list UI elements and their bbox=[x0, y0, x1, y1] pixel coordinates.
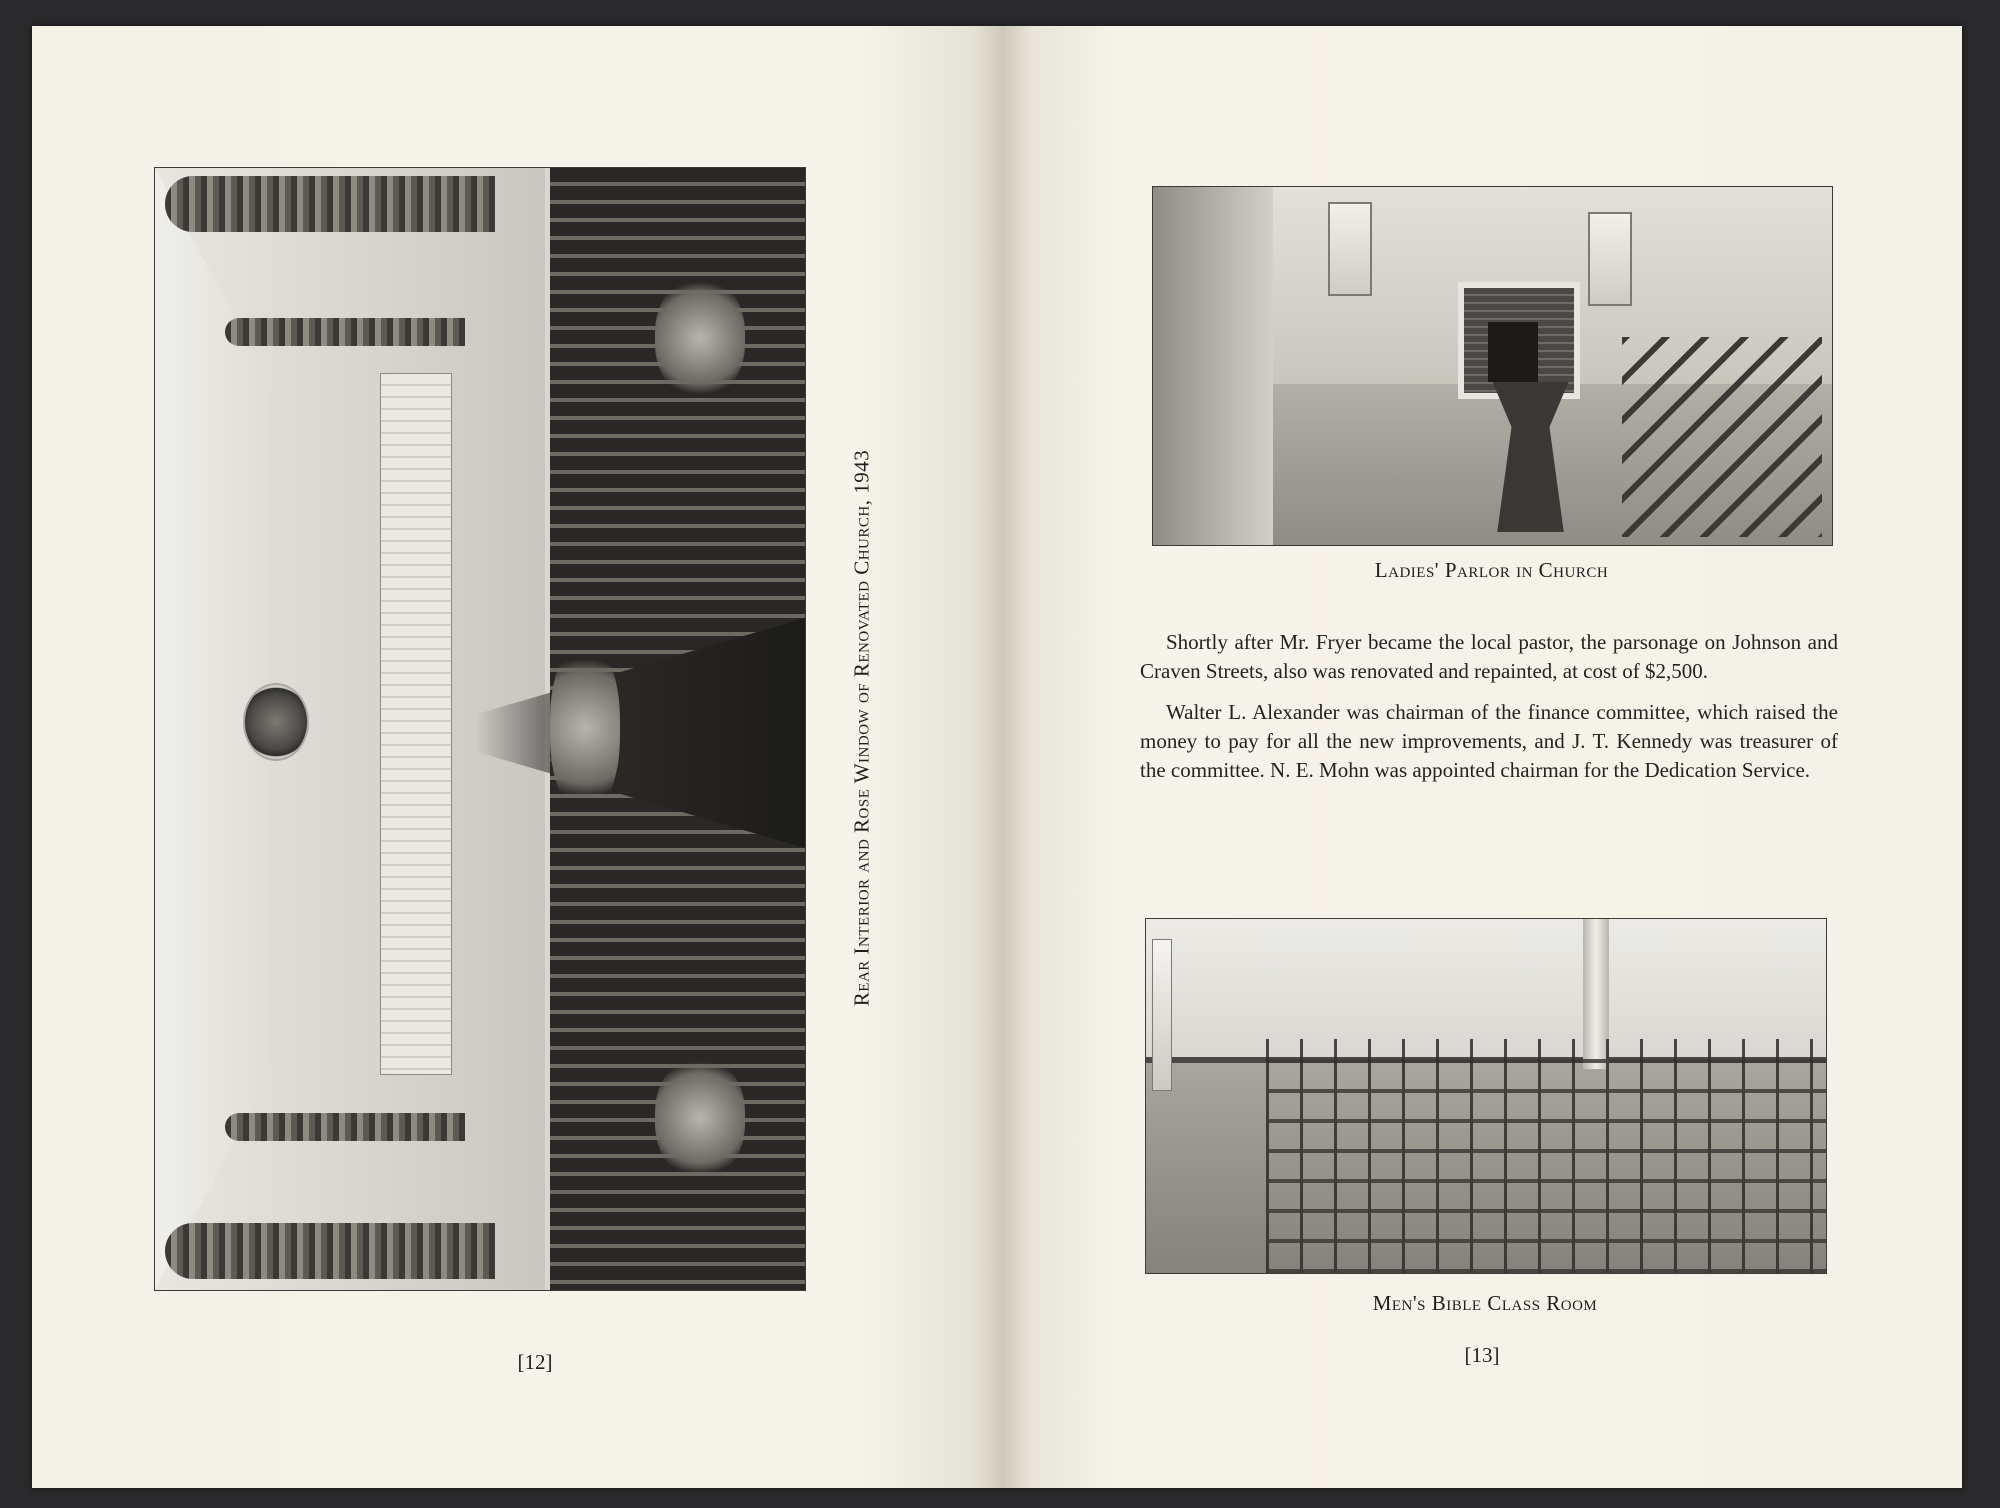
parlor-chairs bbox=[1622, 337, 1822, 537]
paragraph: Shortly after Mr. Fryer became the local pastor, the parsonage on Johnson and Craven Streets, also was renovated and repainted, at cost of $2,500. bbox=[1140, 630, 1838, 683]
body-text bbox=[1140, 628, 1838, 797]
stained-glass-window bbox=[165, 1223, 495, 1279]
classroom-chairs bbox=[1266, 1039, 1826, 1273]
interior-photo-caption: Rear Interior and Rose Window of Renovated Church, 1943 bbox=[849, 449, 874, 1007]
flower-arrangement bbox=[655, 1058, 745, 1178]
rose-window bbox=[243, 683, 309, 761]
parlor-side-wall bbox=[1153, 187, 1273, 545]
parlor-window bbox=[1328, 202, 1372, 296]
stained-glass-window bbox=[165, 176, 495, 232]
ladies-parlor-photo bbox=[1152, 186, 1833, 546]
parlor-photo-caption: Ladies' Parlor in Church bbox=[1374, 558, 1609, 582]
classroom-photo-caption: Men's Bible Class Room bbox=[1372, 1291, 1598, 1315]
flower-arrangement bbox=[550, 643, 620, 813]
fireplace-opening bbox=[1488, 322, 1538, 382]
church-interior-photo bbox=[154, 167, 806, 1291]
flower-arrangement bbox=[655, 278, 745, 398]
balcony-rail bbox=[380, 373, 452, 1075]
stained-glass-window bbox=[225, 318, 465, 346]
paragraph: Walter L. Alexander was chairman of the finance committee, which raised the money to pay for all the new improvements, and J. T. Kennedy was treasurer of the committee. N. E. Mohn was appointed chairman for the Dedication Service. bbox=[1140, 700, 1838, 782]
stained-glass-window bbox=[225, 1113, 465, 1141]
bible-class-room-photo bbox=[1145, 918, 1827, 1274]
parlor-window bbox=[1588, 212, 1632, 306]
page-number-right: [13] bbox=[1464, 1343, 1500, 1367]
classroom-window bbox=[1152, 939, 1172, 1091]
page-number-left: [12] bbox=[517, 1350, 553, 1374]
